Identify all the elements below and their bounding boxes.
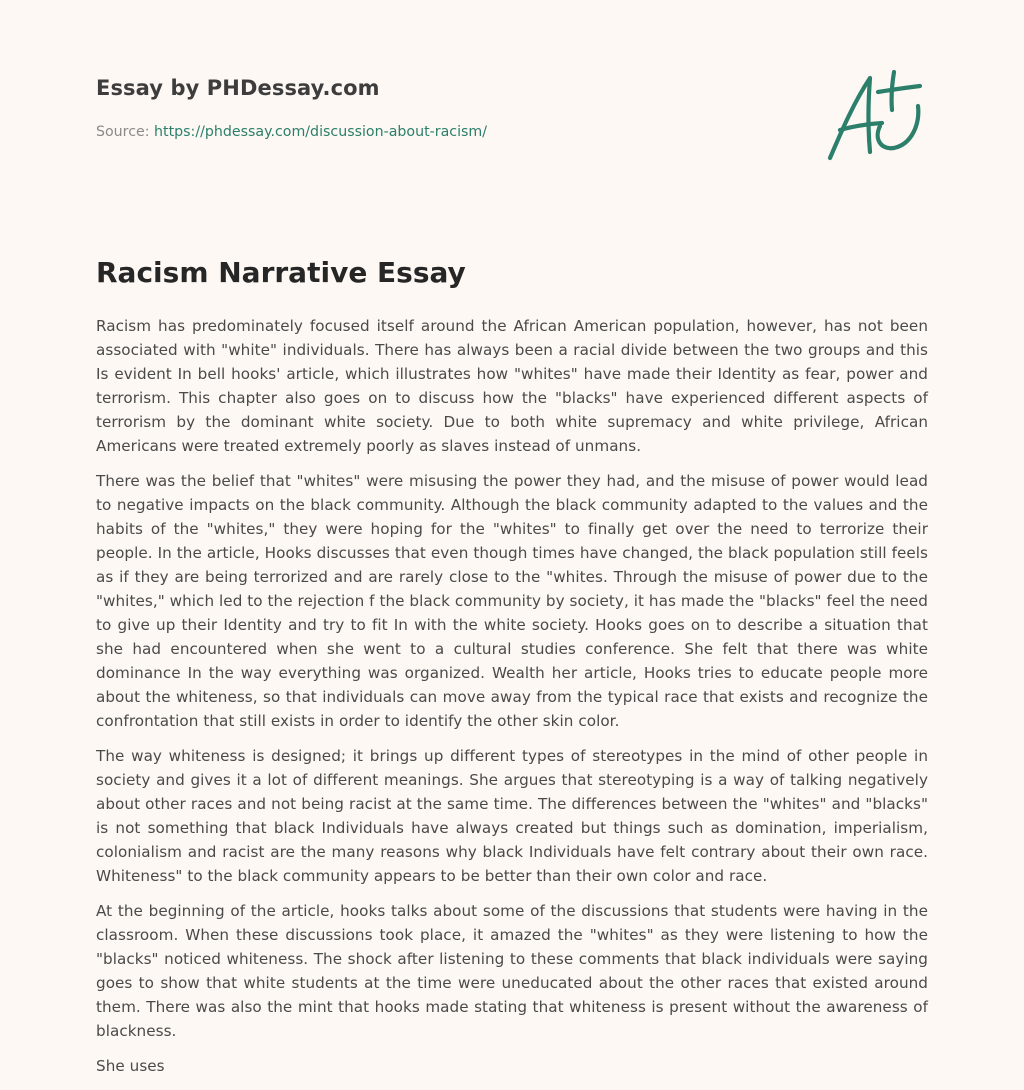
a-plus-logo-icon <box>824 68 928 164</box>
source-line <box>96 124 487 140</box>
essay-title: Racism Narrative Essay <box>96 256 466 289</box>
essay-paragraph: She uses <box>96 1057 165 1075</box>
essay-paragraph: The way whiteness is designed; it brings up different types of stereotypes in the mind of other people in society and gives it a lot of different meanings. She argues that stereotyping is a way of talking negatively about other races and not being racist at the same time. The differences between the "whites" and "blacks" is not something that black Individuals have always created but things such as domination, imperialism, colonialism and racist are the many reasons why black Individuals have felt contrary about their own race. Whiteness" to the black community appears to be better than their own color and race. <box>96 747 928 885</box>
essay-paragraph: At the beginning of the article, hooks talks about some of the discussions that students were having in the classroom. When these discussions took place, it amazed the "whites" as they were listening to how the "blacks" noticed whiteness. The shock after listening to these comments that black individuals were saying goes to show that white students at the time were uneducated about the other races that existed around them. There was also the mint that hooks made stating that whiteness is present without the awareness of blackness. <box>96 902 928 1040</box>
site-title: Essay by PHDessay.com <box>96 76 380 100</box>
essay-paragraph: There was the belief that "whites" were misusing the power they had, and the misuse of power would lead to negative impacts on the black community. Although the black community adapted to the values and the habits of the "whites," they were hoping for the "whites" to finally get over the need to terrorize their people. In the article, Hooks discusses that even though times have changed, the black population still feels as if they are being terrorized and are rarely close to the "whites. Through the misuse of power due to the "whites," which led to the rejection f the black community by society, it has made the "blacks" feel the need to give up their Identity and try to fit In with the white society. Hooks goes on to describe a situation that she had encountered when she went to a cultural studies conference. She felt that there was white dominance In the way everything was organized. Wealth her article, Hooks tries to educate people more about the whiteness, so that individuals can move away from the typical race that exists and recognize the confrontation that still exists in order to identify the other skin color. <box>96 472 928 730</box>
essay-body <box>96 314 928 1089</box>
source-label: Source: <box>96 124 155 140</box>
source-link[interactable]: https://phdessay.com/discussion-about-racism/ <box>154 124 488 140</box>
essay-paragraph: Racism has predominately focused itself around the African American population, however, has not been associated with "white" individuals. There has always been a racial divide between the two groups and this Is evident In bell hooks' article, which illustrates how "whites" have made their Identity as fear, power and terrorism. This chapter also goes on to discuss how the "blacks" have experienced different aspects of terrorism by the dominant white society. Due to both white supremacy and white privilege, African Americans were treated extremely poorly as slaves instead of unmans. <box>96 317 928 455</box>
